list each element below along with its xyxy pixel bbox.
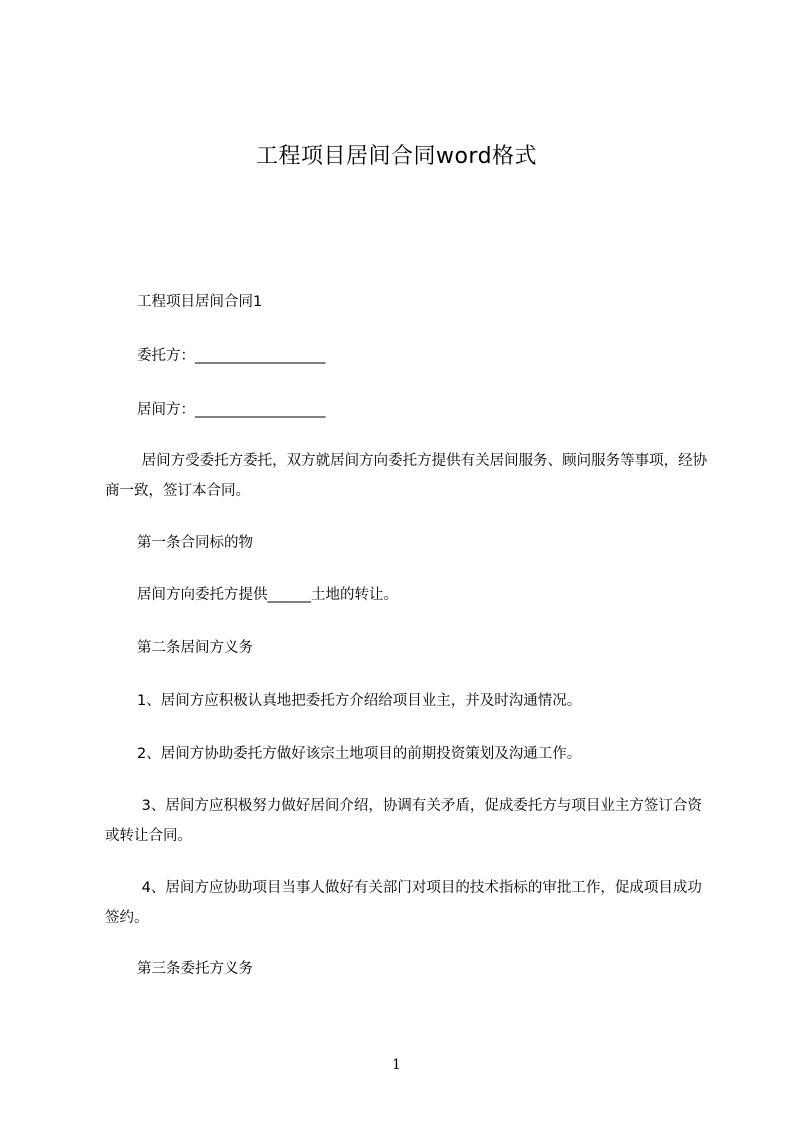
intermediary-line: 居间方：__________________ — [137, 402, 326, 418]
client-line: 委托方：__________________ — [137, 348, 326, 364]
document-title: 工程项目居间合同word格式 — [255, 144, 538, 169]
article-3-heading: 第三条委托方义务 — [137, 961, 253, 977]
article-1-heading: 第一条合同标的物 — [137, 535, 253, 551]
article-2-item-3: 3、居间方应积极努力做好居间介绍，协调有关矛盾，促成委托方与项目业主方签订合资或转让合同。 — [105, 798, 702, 844]
intro-paragraph: 居间方受委托方委托，双方就居间方向委托方提供有关居间服务、顾问服务等事项，经协商一致，签订本合同。 — [105, 453, 708, 499]
contract-heading: 工程项目居间合同1 — [137, 294, 263, 310]
article-2-item-4: 4、居间方应协助项目当事人做好有关部门对项目的技术指标的审批工作，促成项目成功签约。 — [105, 880, 702, 926]
article-2-item-1: 1、居间方应积极认真地把委托方介绍给项目业主，并及时沟通情况。 — [137, 693, 582, 709]
page-number: 1 — [392, 1057, 401, 1073]
article-2-item-2: 2、居间方协助委托方做好该宗土地项目的前期投资策划及沟通工作。 — [137, 746, 582, 762]
article-2-heading: 第二条居间方义务 — [137, 640, 253, 656]
article-1-text: 居间方向委托方提供______土地的转让。 — [137, 587, 398, 603]
